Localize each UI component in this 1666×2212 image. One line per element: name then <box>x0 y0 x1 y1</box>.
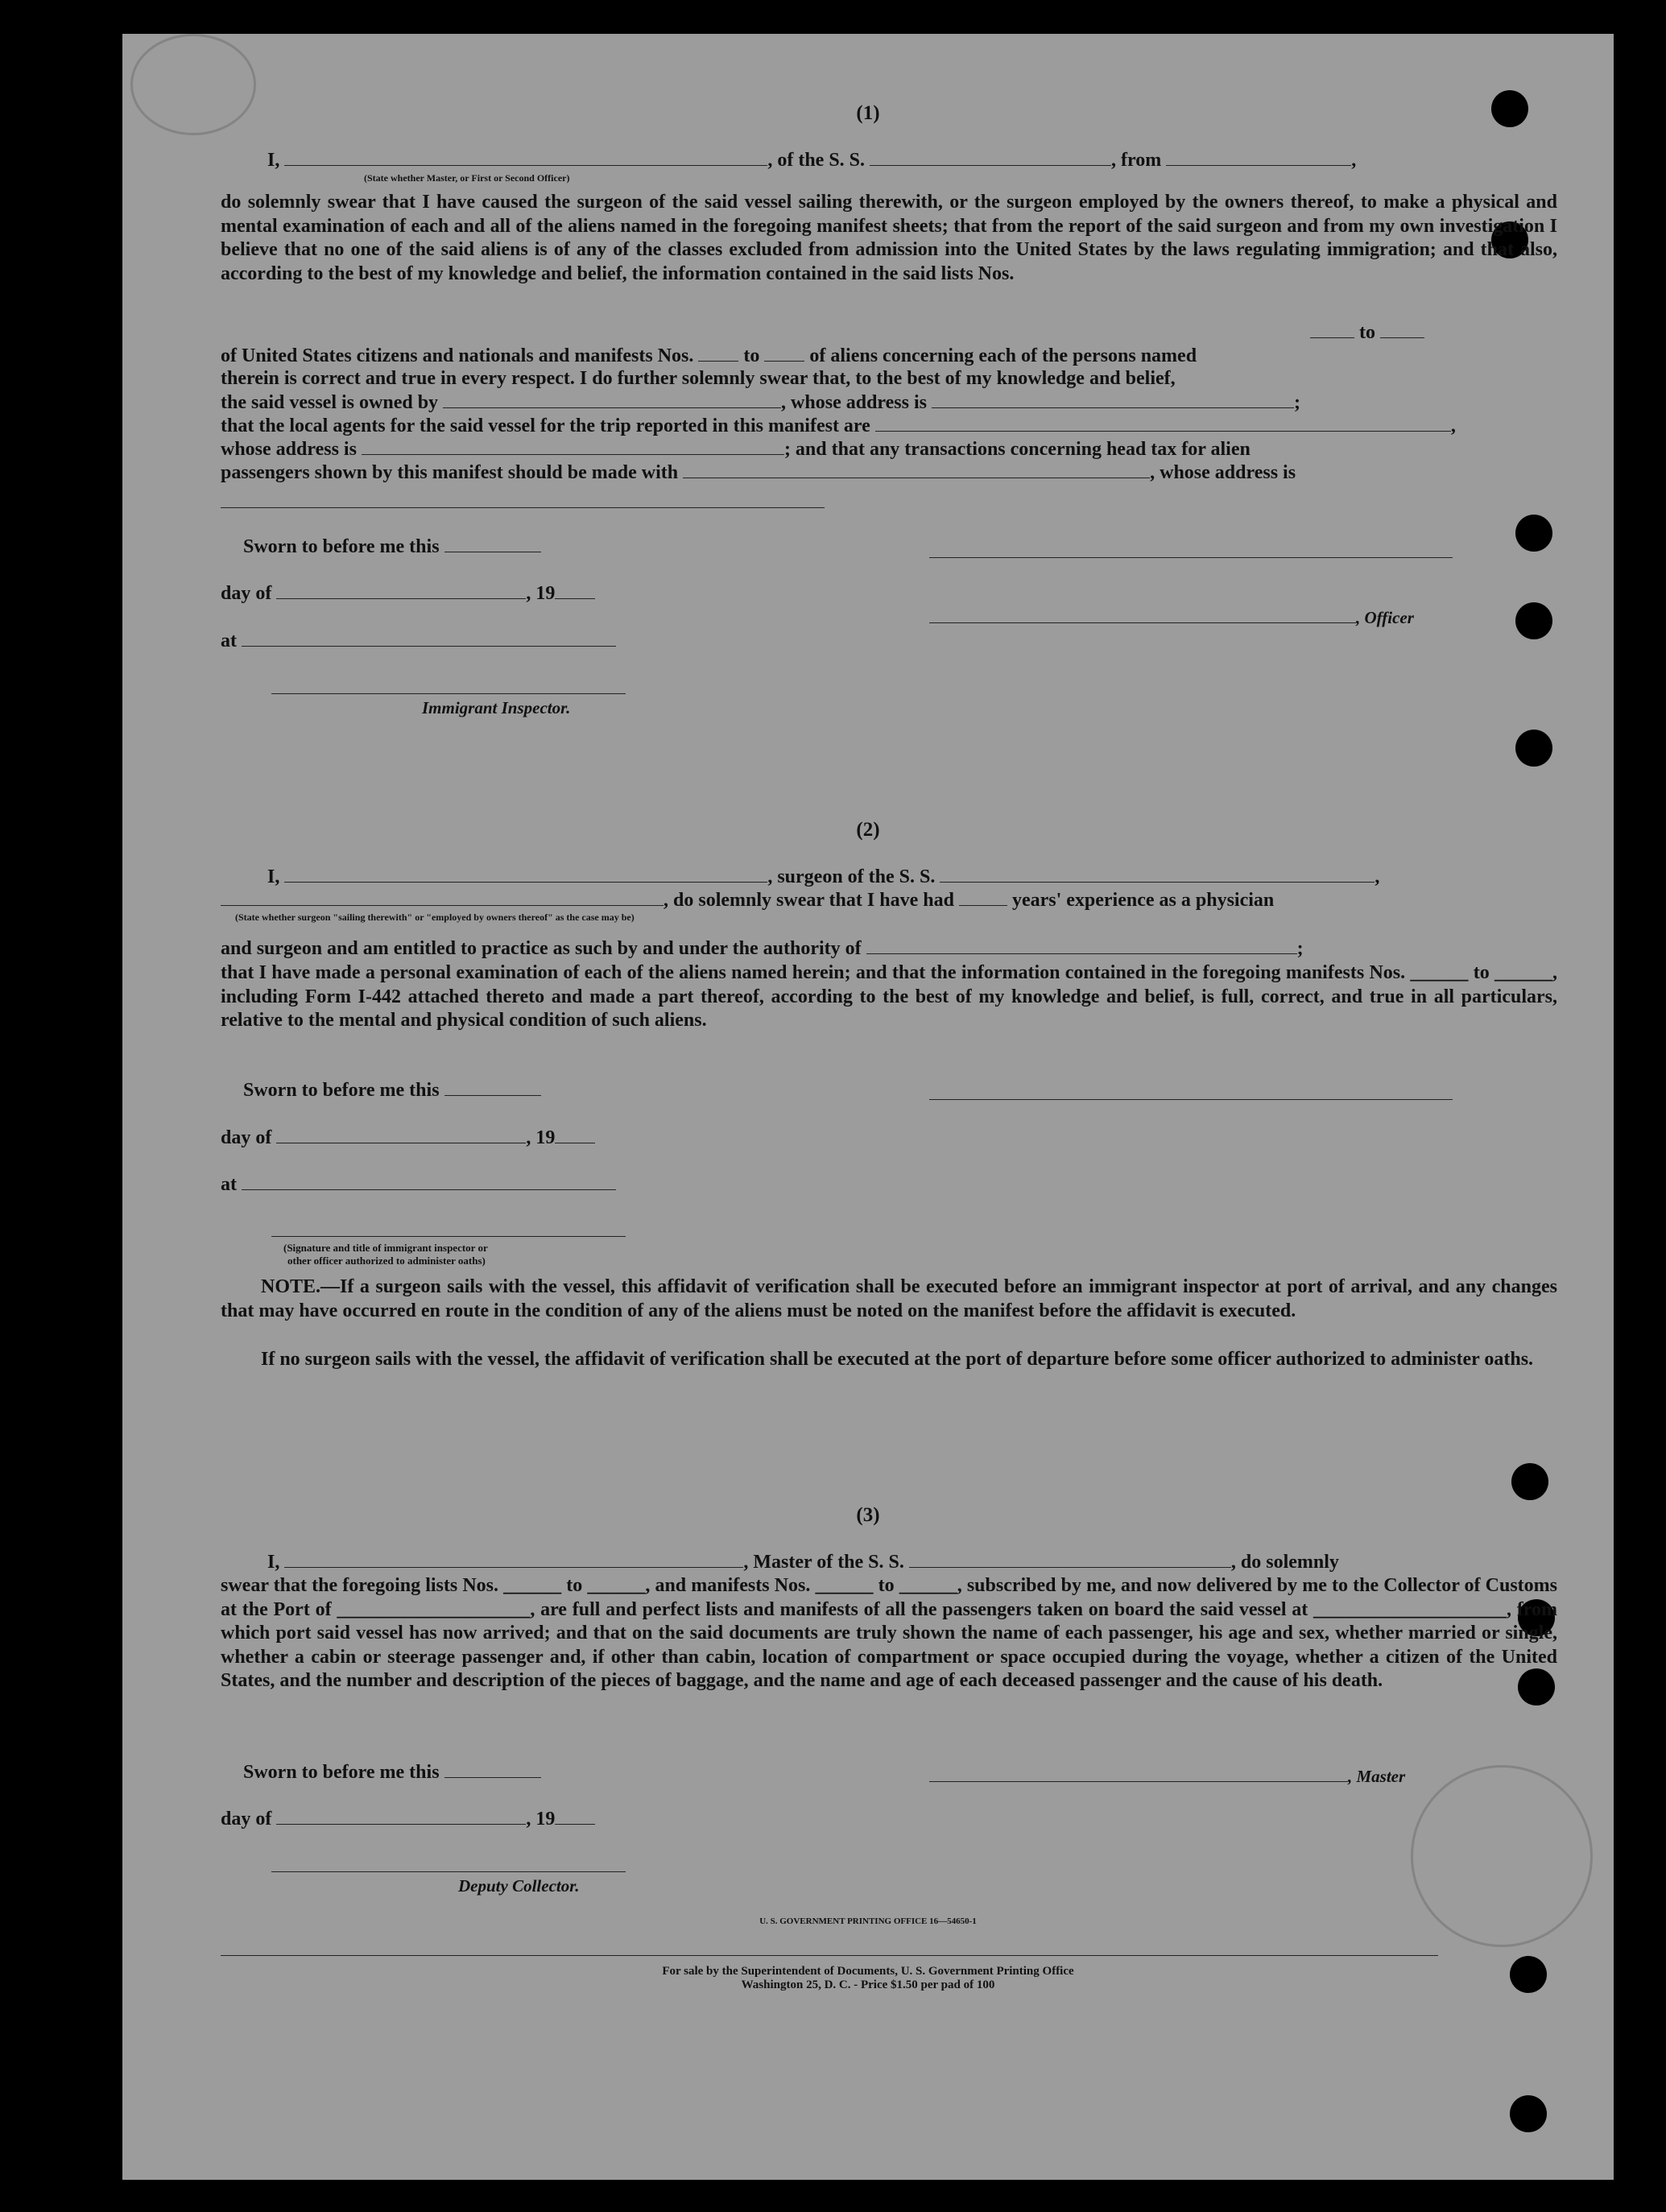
inspector-signature-line-2[interactable] <box>271 1236 626 1237</box>
ship-name-field[interactable] <box>870 149 1111 166</box>
label-year-19: , 19 <box>526 1809 556 1830</box>
punch-hole <box>1515 515 1552 552</box>
manifest-back-page <box>122 34 1614 2180</box>
label-whose-address: , whose address is <box>1150 462 1296 483</box>
label-day-of: day of <box>221 583 272 604</box>
place-field[interactable] <box>242 1173 616 1190</box>
year-field[interactable] <box>555 582 595 599</box>
label-deputy-collector: Deputy Collector. <box>458 1876 580 1896</box>
label-master: , Master <box>1348 1767 1406 1786</box>
manifest-to-field[interactable] <box>764 345 804 362</box>
caption-officer: (State whether Master, or First or Second Officer) <box>364 172 570 184</box>
section-2-body: that I have made a personal examination of each of the aliens named herein; and that the information contained in the foregoing manifests Nos. ______ to ______, including Form I-442 attached thereto and made a part thereof, according to the best of my knowledge and belief, is full, correct, and true in all particulars, relative to the mental and physical condition of such aliens. <box>221 962 1557 1031</box>
label-to: to <box>743 345 760 366</box>
label-sworn: Sworn to before me this <box>243 1080 440 1101</box>
month-field[interactable] <box>276 1808 526 1825</box>
manifest-from-field[interactable] <box>698 345 738 362</box>
at-1 <box>221 630 616 652</box>
owner-address-field[interactable] <box>932 391 1294 408</box>
ship-name-field[interactable] <box>940 866 1375 883</box>
ship-name-field[interactable] <box>909 1551 1231 1568</box>
lists-nos-to <box>1310 321 1424 344</box>
section-3-body: swear that the foregoing lists Nos. ______ to ______, and manifests Nos. ______ to ______, subscribed by me, and now delivered by me to the Collector of Customs at the Port of ____________________, are full and perfect lists and manifests of all the passengers taken on board the said vessel at ____________________, from which port said vessel has now arrived; and that on the said documents are truly shown the name of each passenger, his age and sex, whether married or single, whether a cabin or steerage passenger and, if other than cabin, location of compartment or space occupied during the voyage, whether a citizen of the United States, and the number and description of the pieces of baggage, and the name and age of each deceased passenger and the cause of his death. <box>221 1575 1557 1691</box>
authority-field[interactable] <box>866 937 1297 954</box>
sworn-day-field[interactable] <box>444 1761 541 1778</box>
sworn-2 <box>243 1079 541 1102</box>
semicolon: ; <box>1296 938 1304 959</box>
label-at: at <box>221 631 237 651</box>
sig-caption-2: other officer authorized to administer oaths) <box>287 1255 486 1267</box>
passengers-line <box>221 461 1296 484</box>
punch-hole <box>1515 730 1552 767</box>
label-whose-address-is: whose address is <box>221 439 357 460</box>
sworn-day-field[interactable] <box>444 1079 541 1096</box>
label-head-tax: ; and that any transactions concerning head tax for alien <box>783 439 1251 460</box>
address-continuation-line[interactable] <box>221 507 825 508</box>
head-tax-party-field[interactable] <box>683 461 1150 478</box>
label-i: I, <box>267 150 280 171</box>
therein-line: therein is correct and true in every respect. I do further solemnly swear that, to the best of my knowledge and belief, <box>221 368 1176 389</box>
deputy-signature-line[interactable] <box>271 1871 626 1872</box>
year-field[interactable] <box>555 1808 595 1825</box>
label-day-of: day of <box>221 1127 272 1148</box>
label-sworn: Sworn to before me this <box>243 536 440 557</box>
section-3-first-line <box>267 1551 1339 1573</box>
officer-signature-field[interactable] <box>929 606 1356 623</box>
surgeon-signature-line[interactable] <box>929 1099 1453 1100</box>
label-i: I, <box>267 1552 280 1573</box>
officer-signature-line-1[interactable] <box>929 557 1453 558</box>
label-year-19: , 19 <box>526 583 556 604</box>
day-of-3 <box>221 1808 595 1830</box>
label-practice: and surgeon and am entitled to practice as such by and under the authority of <box>221 938 862 959</box>
sig-caption-1: (Signature and title of immigrant inspector or <box>283 1242 488 1254</box>
inspector-signature-line[interactable] <box>271 693 626 694</box>
officer-line <box>929 606 1414 629</box>
agents-field[interactable] <box>875 415 1451 432</box>
section-2-first-line <box>267 866 1379 888</box>
label-surgeon-of: , surgeon of the S. S. <box>767 866 936 887</box>
label-aliens: of aliens concerning each of the persons named <box>809 345 1197 366</box>
sale-line-2: Washington 25, D. C. - Price $1.50 per pad of 100 <box>741 1978 995 1991</box>
gpo-imprint: U. S. GOVERNMENT PRINTING OFFICE 16—54650-1 <box>759 1916 977 1926</box>
lists-from-field[interactable] <box>1310 321 1354 338</box>
label-year-19: , 19 <box>526 1127 556 1148</box>
year-field[interactable] <box>555 1127 595 1143</box>
from-port-field[interactable] <box>1166 149 1351 166</box>
label-years: years' experience as a physician <box>1011 890 1275 911</box>
comma: , <box>1375 866 1380 887</box>
label-solemnly: , do solemnly swear that I have had <box>664 890 954 911</box>
label-at: at <box>221 1174 237 1195</box>
section-1-number: (1) <box>856 102 880 124</box>
place-field[interactable] <box>242 630 616 647</box>
label-do-solemnly: , do solemnly <box>1230 1552 1339 1573</box>
month-field[interactable] <box>276 1127 526 1143</box>
surgeon-status-field[interactable] <box>221 889 664 906</box>
label-officer: , Officer <box>1356 608 1414 627</box>
sworn-3 <box>243 1761 541 1784</box>
owned-line <box>221 391 1300 414</box>
section-3-number: (3) <box>856 1504 880 1526</box>
label-agents: that the local agents for the said vessel for the trip reported in this manifest are <box>221 416 870 436</box>
agents-line <box>221 415 1456 437</box>
punch-hole <box>1511 1463 1548 1500</box>
label-sworn: Sworn to before me this <box>243 1762 440 1783</box>
note-paragraph: NOTE.—If a surgeon sails with the vessel, this affidavit of verification shall be executed before an immigrant inspector at port of arrival, and any changes that may have occurred en route in the condition of any of the aliens must be noted on the manifest before the affidavit is executed. <box>221 1276 1557 1321</box>
sworn-day-field[interactable] <box>444 535 541 552</box>
section-1-first-line <box>267 149 1356 172</box>
practice-line <box>221 937 1304 960</box>
label-passengers: passengers shown by this manifest should be made with <box>221 462 679 483</box>
label-master-of: , Master of the S. S. <box>743 1552 904 1573</box>
manifests-line <box>221 345 1197 367</box>
officer-name-field[interactable] <box>284 149 767 166</box>
section-2-number: (2) <box>856 819 880 841</box>
section-1-body: do solemnly swear that I have caused the surgeon of the said vessel sailing therewith, or the surgeon employed by the owners thereof, to make a physical and mental examination of each and all of the aliens named in the foregoing manifest sheets; that from the report of the said surgeon and from my own investigation I believe that no one of the said aliens is of any of the classes excluded from admission into the United States by the laws regulating immigration; and that also, according to the best of my knowledge and belief, the information contained in the said lists Nos. <box>221 192 1557 284</box>
years-field[interactable] <box>959 889 1007 906</box>
sale-line-1: For sale by the Superintendent of Documents, U. S. Government Printing Office <box>662 1965 1074 1978</box>
master-name-field[interactable] <box>284 1551 743 1568</box>
label-whose-address: , whose address is <box>781 392 927 413</box>
month-field[interactable] <box>276 582 526 599</box>
surgeon-name-field[interactable] <box>284 866 767 883</box>
label-to: to <box>1359 322 1375 343</box>
label-of-ss: , of the S. S. <box>767 150 866 171</box>
sworn-1 <box>243 535 541 558</box>
master-line <box>929 1765 1405 1788</box>
agents-address-line <box>221 438 1251 461</box>
label-us-citizens: of United States citizens and nationals and manifests Nos. <box>221 345 694 366</box>
day-of-2 <box>221 1127 595 1149</box>
section-2-second-line <box>221 889 1274 912</box>
punch-hole <box>1510 2095 1547 2132</box>
lists-to-field[interactable] <box>1380 321 1424 338</box>
footer-rule <box>221 1955 1438 1956</box>
note-paragraph-2: If no surgeon sails with the vessel, the affidavit of verification shall be executed at the port of departure before some officer authorized to administer oaths. <box>261 1349 1534 1370</box>
label-from: , from <box>1111 150 1162 171</box>
label-immigrant-inspector: Immigrant Inspector. <box>422 698 571 717</box>
label-owned-by: the said vessel is owned by <box>221 392 439 413</box>
at-2 <box>221 1173 616 1196</box>
owner-field[interactable] <box>443 391 781 408</box>
day-of-1 <box>221 582 595 605</box>
agents-address-field[interactable] <box>362 438 784 455</box>
label-day-of: day of <box>221 1809 272 1830</box>
semicolon: ; <box>1293 392 1300 413</box>
comma: , <box>1351 150 1357 171</box>
label-i: I, <box>267 866 280 887</box>
caption-surgeon: (State whether surgeon "sailing therewith" or "employed by owners thereof" as the case may be) <box>235 912 635 923</box>
punch-hole <box>1515 602 1552 639</box>
master-signature-field[interactable] <box>929 1765 1348 1782</box>
comma: , <box>1450 416 1456 436</box>
